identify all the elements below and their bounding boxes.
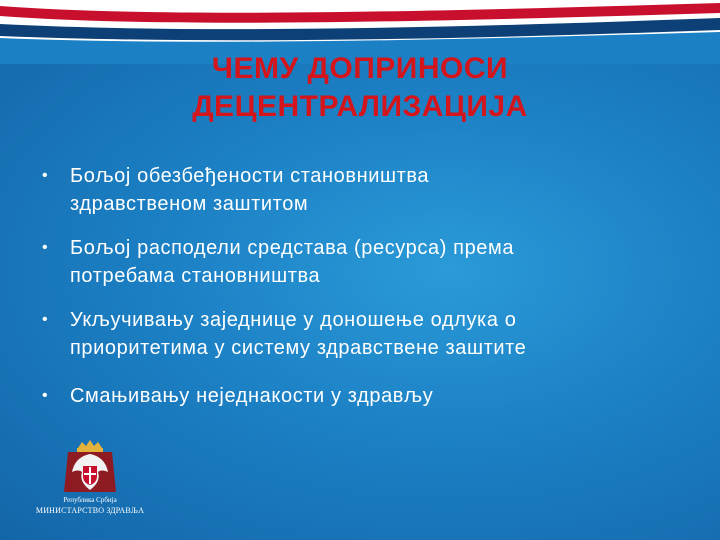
slide-title: [0, 50, 720, 126]
logo-line-2: МИНИСТАРСТВО ЗДРАВЉА: [35, 506, 145, 515]
title-line-1: ЧЕМУ ДОПРИНОСИ: [211, 52, 509, 85]
bullet-item: [40, 382, 690, 410]
bullet-text-line: здравственом заштитом: [70, 193, 309, 215]
bullet-text-line: Укључивању заједнице у доношење одлука о: [70, 309, 517, 331]
bullet-item: [40, 162, 690, 218]
coat-of-arms-icon: [20, 440, 160, 496]
bullet-text-line: Бољој расподели средстава (ресурса) према: [70, 237, 515, 259]
bullet-item: [40, 306, 690, 362]
bullet-dot: •: [42, 387, 49, 404]
ministry-logo: [20, 440, 160, 525]
title-line-2: ДЕЦЕНТРАЛИЗАЦИЈА: [192, 90, 528, 123]
bullet-text-line: Смањивању неједнакости у здрављу: [70, 385, 434, 407]
logo-line-1: Република Србија: [63, 496, 117, 504]
bullet-dot: •: [42, 167, 49, 184]
bullet-dot: •: [42, 311, 49, 328]
bullet-text-line: потребама становништва: [70, 265, 321, 287]
bullet-text-line: Бољој обезбеђености становништва: [70, 165, 430, 187]
bullet-item: [40, 234, 690, 290]
bullet-list: [40, 162, 690, 410]
bullet-dot: •: [42, 239, 49, 256]
bullet-text-line: приоритетима у систему здравствене заштите: [70, 337, 527, 359]
